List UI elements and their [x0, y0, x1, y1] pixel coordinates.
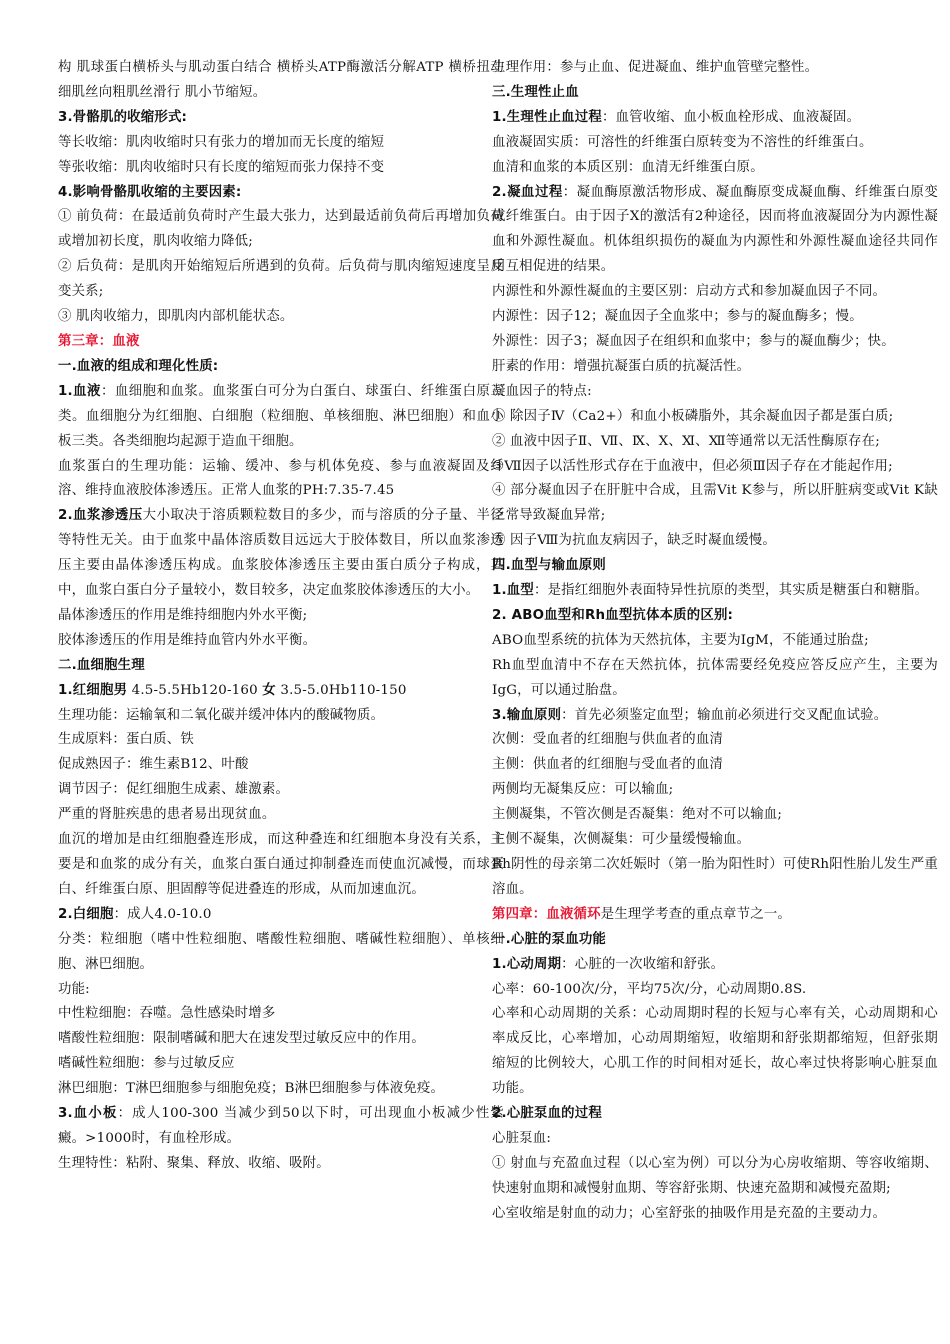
paragraph	[58, 728, 504, 753]
heading-text: 4.影响骨骼肌收缩的主要因素:	[58, 184, 242, 200]
body-text: 心脏泵血:	[492, 1130, 552, 1146]
body-text: ：成人100-300 当减少到50以下时，可出现血小板减少性紫癜。>1000时，有血栓形成。	[58, 1106, 504, 1146]
body-text: ：凝血酶原激活物形成、凝血酶原变成凝血酶、纤维蛋白原变成纤维蛋白。由于因子X的激活有2种途径，因而将血液凝固分为内源性凝血和外源性凝血。机体组织损伤的凝血为内源性和外源性凝血途径共同作用互相促进的结果。	[492, 184, 938, 275]
paragraph	[58, 1102, 504, 1152]
paragraph	[58, 455, 504, 505]
paragraph	[58, 1052, 504, 1077]
paragraph	[492, 156, 938, 181]
heading-text: 三.生理性止血	[492, 84, 579, 100]
heading-text: 女	[262, 682, 276, 698]
paragraph	[58, 679, 504, 704]
right-column	[492, 56, 938, 1227]
body-text: 血清和血浆的本质区别：血清无纤维蛋白原。	[492, 159, 764, 175]
paragraph	[58, 604, 504, 629]
body-text: 等张收缩：肌肉收缩时只有长度的缩短而张力保持不变	[58, 159, 385, 175]
body-text: 生理作用：参与止血、促进凝血、维护血管壁完整性。	[492, 60, 819, 75]
paragraph	[58, 704, 504, 729]
body-text: Rh血型血清中不存在天然抗体，抗体需要经免疫应答反应产生，主要为IgG，可以通过胎盘。	[492, 657, 938, 698]
paragraph	[492, 1152, 938, 1202]
body-text: 淋巴细胞：T淋巴细胞参与细胞免疫；B淋巴细胞参与体液免疫。	[58, 1081, 445, 1097]
heading-text: 3.血小板	[58, 1106, 118, 1122]
body-text: ABO血型系统的抗体为天然抗体，主要为IgM，不能通过胎盘;	[492, 632, 869, 648]
body-text: 凝血因子的特点:	[492, 383, 592, 399]
paragraph	[58, 1152, 504, 1177]
chapter-heading	[492, 903, 938, 928]
body-text: 肝素的作用：增强抗凝蛋白质的抗凝活性。	[492, 358, 751, 374]
body-text: 功能:	[58, 981, 90, 997]
paragraph	[492, 704, 938, 729]
body-text: 心率和心动周期的关系：心动周期时程的长短与心率有关，心动周期和心率成反比，心率增加，心动周期缩短，收缩期和舒张期都缩短，但舒张期缩短的比例较大，心肌工作的时间相对延长，故心率过快将影响心脏泵血功能。	[492, 1006, 938, 1097]
paragraph	[492, 953, 938, 978]
paragraph	[492, 455, 938, 480]
body-text: 两侧均无凝集反应：可以输血;	[492, 782, 674, 798]
paragraph	[58, 205, 504, 255]
heading-text: 2.血浆渗透压	[58, 508, 143, 524]
paragraph	[58, 903, 504, 928]
left-column	[58, 56, 504, 1177]
body-text: ① 除因子Ⅳ（Ca2+）和血小板磷脂外，其余凝血因子都是蛋白质;	[492, 408, 894, 424]
section-heading	[492, 554, 938, 579]
paragraph	[58, 828, 504, 903]
paragraph	[58, 753, 504, 778]
body-text: 是生理学考查的重点章节之一。	[600, 906, 792, 922]
paragraph	[58, 1027, 504, 1052]
body-text: 严重的肾脏疾患的患者易出现贫血。	[58, 807, 276, 823]
paragraph	[492, 330, 938, 355]
body-text: 大小取决于溶质颗粒数目的多少，而与溶质的分子量、半径等特性无关。由于血浆中晶体溶质数目远远大于胶体数目，所以血浆渗透压主要由晶体渗透压构成。血浆胶体渗透压主要由蛋白质分子构成，其中，血浆白蛋白分子量较小，数目较多，决定血浆胶体渗透压的大小。	[58, 508, 504, 599]
paragraph	[492, 106, 938, 131]
heading-text: 1.红细胞男	[58, 682, 128, 698]
body-text: 血液凝固实质：可溶性的纤维蛋白原转变为不溶性的纤维蛋白。	[492, 134, 873, 150]
body-text: ：成人4.0-10.0	[113, 906, 212, 922]
heading-text: 2.凝血过程	[492, 184, 563, 200]
body-text: ⑤ 因子Ⅷ为抗血友病因子，缺乏时凝血缓慢。	[492, 533, 776, 549]
paragraph	[492, 1202, 938, 1227]
body-text: Rh阴性的母亲第二次妊娠时（第一胎为阳性时）可使Rh阳性胎儿发生严重溶血。	[492, 857, 938, 897]
paragraph	[492, 479, 938, 529]
paragraph	[492, 828, 938, 853]
heading-text: 3.骨骼肌的收缩形式:	[58, 109, 188, 125]
heading-text: 四.血型与输血原则	[492, 558, 607, 574]
paragraph	[492, 56, 938, 81]
paragraph	[58, 380, 504, 455]
body-text: ：血细胞和血浆。血浆蛋白可分为白蛋白、球蛋白、纤维蛋白原三类。血细胞分为红细胞、白细胞（粒细胞、单核细胞、淋巴细胞）和血小板三类。各类细胞均起源于造血干细胞。	[58, 383, 504, 449]
paragraph	[492, 778, 938, 803]
body-text: 生理特性：粘附、聚集、释放、收缩、吸附。	[58, 1155, 330, 1171]
paragraph	[58, 778, 504, 803]
body-text: 生成原料：蛋白质、铁	[58, 732, 194, 748]
heading-text: 1.血液	[58, 383, 101, 399]
body-text: 心室收缩是射血的动力；心室舒张的抽吸作用是充盈的主要动力。	[492, 1205, 887, 1221]
heading-text: 1.血型	[492, 583, 534, 599]
paragraph	[58, 928, 504, 978]
paragraph	[58, 504, 504, 604]
paragraph	[492, 529, 938, 554]
body-text: ② 血液中因子Ⅱ、Ⅶ、Ⅸ、Ⅹ、Ⅺ、Ⅻ等通常以无活性酶原存在;	[492, 433, 880, 449]
section-heading	[58, 355, 504, 380]
body-text: ：血管收缩、血小板血栓形成、血液凝固。	[601, 109, 861, 125]
body-text: 血浆蛋白的生理功能：运输、缓冲、参与机体免疫、参与血液凝固及纤溶、维持血液胶体渗透压。正常人血浆的PH:7.35-7.45	[58, 458, 504, 499]
paragraph	[58, 255, 504, 305]
body-text: ④ 部分凝血因子在肝脏中合成，且需Vit K参与，所以肝脏病变或Vit K缺乏常导致凝血异常;	[492, 483, 938, 524]
body-text: 嗜碱性粒细胞：参与过敏反应	[58, 1056, 235, 1072]
paragraph	[58, 1077, 504, 1102]
paragraph	[492, 629, 938, 654]
paragraph	[492, 131, 938, 156]
heading-text: 1.心动周期	[492, 956, 562, 972]
paragraph	[492, 181, 938, 281]
section-heading	[58, 106, 504, 131]
paragraph	[492, 305, 938, 330]
body-text: 血沉的增加是由红细胞叠连形成，而这种叠连和红细胞本身没有关系，主要是和血浆的成分有关，血浆白蛋白通过抑制叠连而使血沉减慢，而球蛋白、纤维蛋白原、胆固醇等促进叠连的形成，从而加速血沉。	[58, 832, 504, 897]
body-text: 嗜酸性粒细胞：限制嗜碱和肥大在速发型过敏反应中的作用。	[58, 1031, 425, 1047]
section-heading	[58, 654, 504, 679]
paragraph	[492, 803, 938, 828]
section-heading	[492, 928, 938, 953]
body-text: 生理功能：运输氧和二氧化碳并缓冲体内的酸碱物质。	[58, 707, 385, 723]
body-text: 主侧凝集，不管次侧是否凝集：绝对不可以输血;	[492, 807, 783, 823]
paragraph	[492, 753, 938, 778]
heading-text: 2. ABO血型和Rh血型抗体本质的区别:	[492, 607, 734, 623]
body-text: 中性粒细胞：吞噬。急性感染时增多	[58, 1006, 276, 1022]
section-heading	[492, 81, 938, 106]
body-text: ① 前负荷：在最适前负荷时产生最大张力，达到最适前负荷后再增加负荷或增加初长度，肌肉收缩力降低;	[58, 209, 504, 250]
body-text: ③Ⅶ因子以活性形式存在于血液中，但必须Ⅲ因子存在才能起作用;	[492, 458, 893, 474]
chapter-heading	[58, 330, 504, 355]
body-text: ：是指红细胞外表面特异性抗原的类型，其实质是糖蛋白和糖脂。	[534, 583, 929, 599]
body-text: 心率：60-100次/分，平均75次/分，心动周期0.8S.	[492, 981, 807, 997]
heading-text: 二.血细胞生理	[58, 657, 145, 673]
paragraph	[492, 1002, 938, 1102]
paragraph	[492, 654, 938, 704]
paragraph	[58, 629, 504, 654]
paragraph	[58, 56, 504, 106]
body-text: 构 肌球蛋白横桥头与肌动蛋白结合 横桥头ATP酶激活分解ATP 横桥扭动 细肌丝向粗肌丝滑行 肌小节缩短。	[58, 60, 504, 100]
heading-text: 3.输血原则	[492, 707, 562, 723]
heading-text: 1.生理性止血过程	[492, 109, 602, 125]
section-heading	[492, 604, 938, 629]
section-heading	[492, 1102, 938, 1127]
body-text: ③ 肌肉收缩力，即肌肉内部机能状态。	[58, 309, 294, 325]
paragraph	[492, 853, 938, 903]
paragraph	[492, 355, 938, 380]
paragraph	[58, 131, 504, 156]
heading-text: 第三章：血液	[58, 333, 140, 349]
paragraph	[492, 430, 938, 455]
paragraph	[492, 380, 938, 405]
body-text: ① 射血与充盈血过程（以心室为例）可以分为心房收缩期、等容收缩期、快速射血期和减慢射血期、等容舒张期、快速充盈期和减慢充盈期;	[492, 1155, 938, 1196]
body-text: 4.5-5.5Hb120-160	[127, 682, 263, 698]
body-text: 内源性和外源性凝血的主要区别：启动方式和参加凝血因子不同。	[492, 284, 887, 300]
body-text: 主侧不凝集，次侧凝集：可少量缓慢输血。	[492, 832, 751, 848]
body-text: ：首先必须鉴定血型；输血前必须进行交叉配血试验。	[561, 707, 888, 723]
heading-text: 一.血液的组成和理化性质:	[58, 358, 219, 374]
heading-text: 一.心脏的泵血功能	[492, 931, 607, 947]
body-text: 调节因子：促红细胞生成素、雄激素。	[58, 782, 290, 798]
paragraph	[492, 728, 938, 753]
heading-text: 2.心脏泵血的过程	[492, 1106, 602, 1122]
section-heading	[58, 181, 504, 206]
paragraph	[492, 280, 938, 305]
body-text: 晶体渗透压的作用是维持细胞内外水平衡;	[58, 607, 308, 623]
body-text: 次侧：受血者的红细胞与供血者的血清	[492, 732, 724, 748]
body-text: ② 后负荷：是肌肉开始缩短后所遇到的负荷。后负荷与肌肉缩短速度呈反变关系;	[58, 259, 504, 300]
paragraph	[58, 156, 504, 181]
body-text: ：心脏的一次收缩和舒张。	[561, 956, 725, 972]
body-text: 等长收缩：肌肉收缩时只有张力的增加而无长度的缩短	[58, 134, 385, 150]
body-text: 胶体渗透压的作用是维持血管内外水平衡。	[58, 632, 317, 648]
body-text: 分类：粒细胞（嗜中性粒细胞、嗜酸性粒细胞、嗜碱性粒细胞）、单核细胞、淋巴细胞。	[58, 931, 504, 972]
heading-text: 2.白细胞	[58, 906, 114, 922]
body-text: 3.5-5.0Hb110-150	[275, 682, 407, 698]
paragraph	[492, 978, 938, 1003]
paragraph	[58, 305, 504, 330]
paragraph	[58, 803, 504, 828]
body-text: 促成熟因子：维生素B12、叶酸	[58, 757, 249, 773]
heading-text: 第四章：血液循环	[492, 906, 601, 922]
paragraph	[492, 579, 938, 604]
paragraph	[58, 1002, 504, 1027]
paragraph	[492, 405, 938, 430]
body-text: 外源性：因子3；凝血因子在组织和血浆中；参与的凝血酶少；快。	[492, 333, 895, 349]
body-text: 主侧：供血者的红细胞与受血者的血清	[492, 757, 724, 773]
body-text: 内源性：因子12；凝血因子全血浆中；参与的凝血酶多；慢。	[492, 309, 863, 325]
paragraph	[492, 1127, 938, 1152]
paragraph	[58, 978, 504, 1003]
